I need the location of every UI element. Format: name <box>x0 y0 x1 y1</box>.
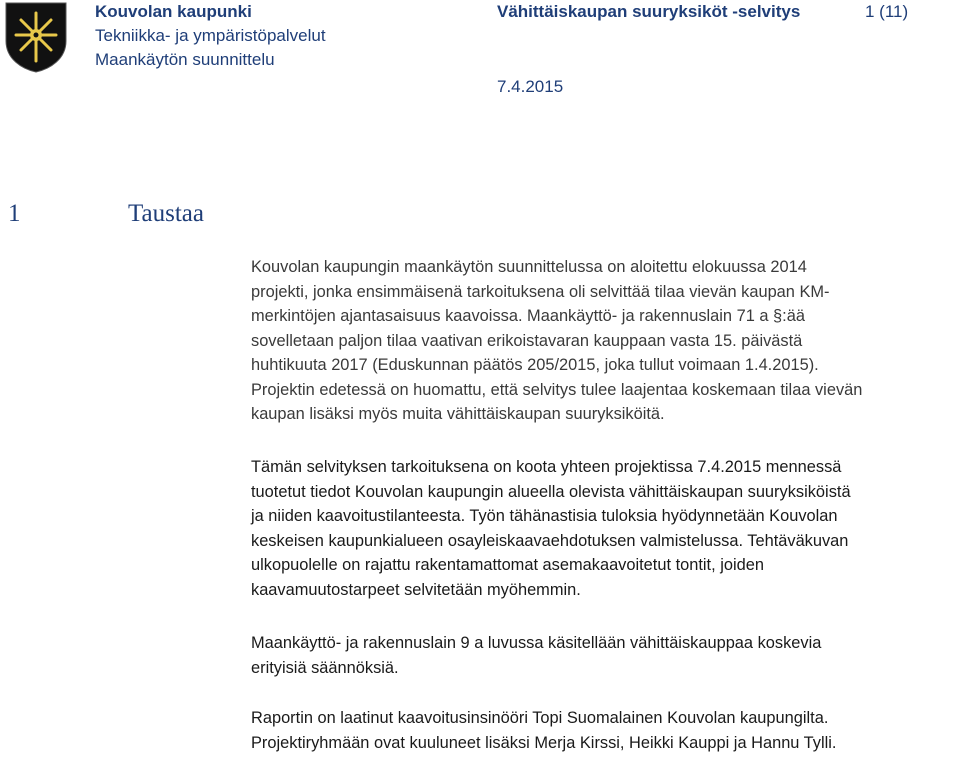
text-line: merkintöjen ajantasaisuus kaavoissa. Maankäyttö- ja rakennuslain 71 a §:ää <box>251 307 805 325</box>
text-line: Maankäyttö- ja rakennuslain 9 a luvussa käsitellään vähittäiskauppaa koskevia <box>251 634 822 652</box>
organization-name: Kouvolan kaupunki <box>95 2 252 21</box>
text-line: erityisiä säännöksiä. <box>251 658 399 677</box>
paragraph-purpose <box>251 455 960 602</box>
text-line: kaavamuutostarpeet selvitetään myöhemmin. <box>251 580 581 599</box>
text-line: tuotetut tiedot Kouvolan kaupungin alueella olevista vähittäiskaupan suuryksiköistä <box>251 482 851 501</box>
page-number: 1 (11) <box>865 2 909 21</box>
paragraph-authors <box>251 706 960 755</box>
section-number: 1 <box>8 200 21 227</box>
text-line: Kouvolan kaupungin maankäytön suunnittelussa on aloitettu elokuussa 2014 <box>251 258 807 276</box>
department-name: Tekniikka- ja ympäristöpalvelut <box>95 26 326 45</box>
text-line: ja niiden kaavoitustilanteesta. Työn tähänastisia tuloksia hyödynnetään Kouvolan <box>251 507 838 525</box>
document-title: Vähittäiskaupan suuryksiköt -selvitys <box>497 2 801 21</box>
text-line: projekti, jonka ensimmäisenä tarkoituksena oli selvittää tilaa vievän kaupan KM- <box>251 282 830 301</box>
text-line: Projektiryhmään ovat kuuluneet lisäksi Merja Kirssi, Heikki Kauppi ja Hannu Tylli. <box>251 733 837 752</box>
paragraph-legislation <box>251 631 960 680</box>
document-date: 7.4.2015 <box>497 77 564 96</box>
text-line: Tämän selvityksen tarkoituksena on koota yhteen projektissa 7.4.2015 mennessä <box>251 458 842 476</box>
text-line: ulkopuolelle on rajattu rakentamattomat asemakaavoitetut tontit, joiden <box>251 556 764 574</box>
text-line: huhtikuuta 2017 (Eduskunnan päätös 205/2015, joka tullut voimaan 1.4.2015). <box>251 356 819 374</box>
text-line: Raportin on laatinut kaavoitusinsinööri Topi Suomalainen Kouvolan kaupungilta. <box>251 709 829 727</box>
text-line: kaupan lisäksi myös muita vähittäiskaupan suuryksiköitä. <box>251 405 665 423</box>
text-line: sovelletaan paljon tilaa vaativan erikoistavaran kauppaan vasta 15. päivästä <box>251 331 803 350</box>
kouvola-crest-icon <box>4 1 68 73</box>
section-title: Taustaa <box>128 200 204 227</box>
unit-name: Maankäytön suunnittelu <box>95 50 275 69</box>
paragraph-background <box>251 255 960 427</box>
text-line: Projektin edetessä on huomattu, että selvitys tulee laajentaa koskemaan tilaa vievän <box>251 380 863 399</box>
organization-block <box>95 1 326 73</box>
text-line: keskeisen kaupunkialueen osayleiskaavaehdotuksen valmistelussa. Tehtäväkuvan <box>251 531 849 550</box>
